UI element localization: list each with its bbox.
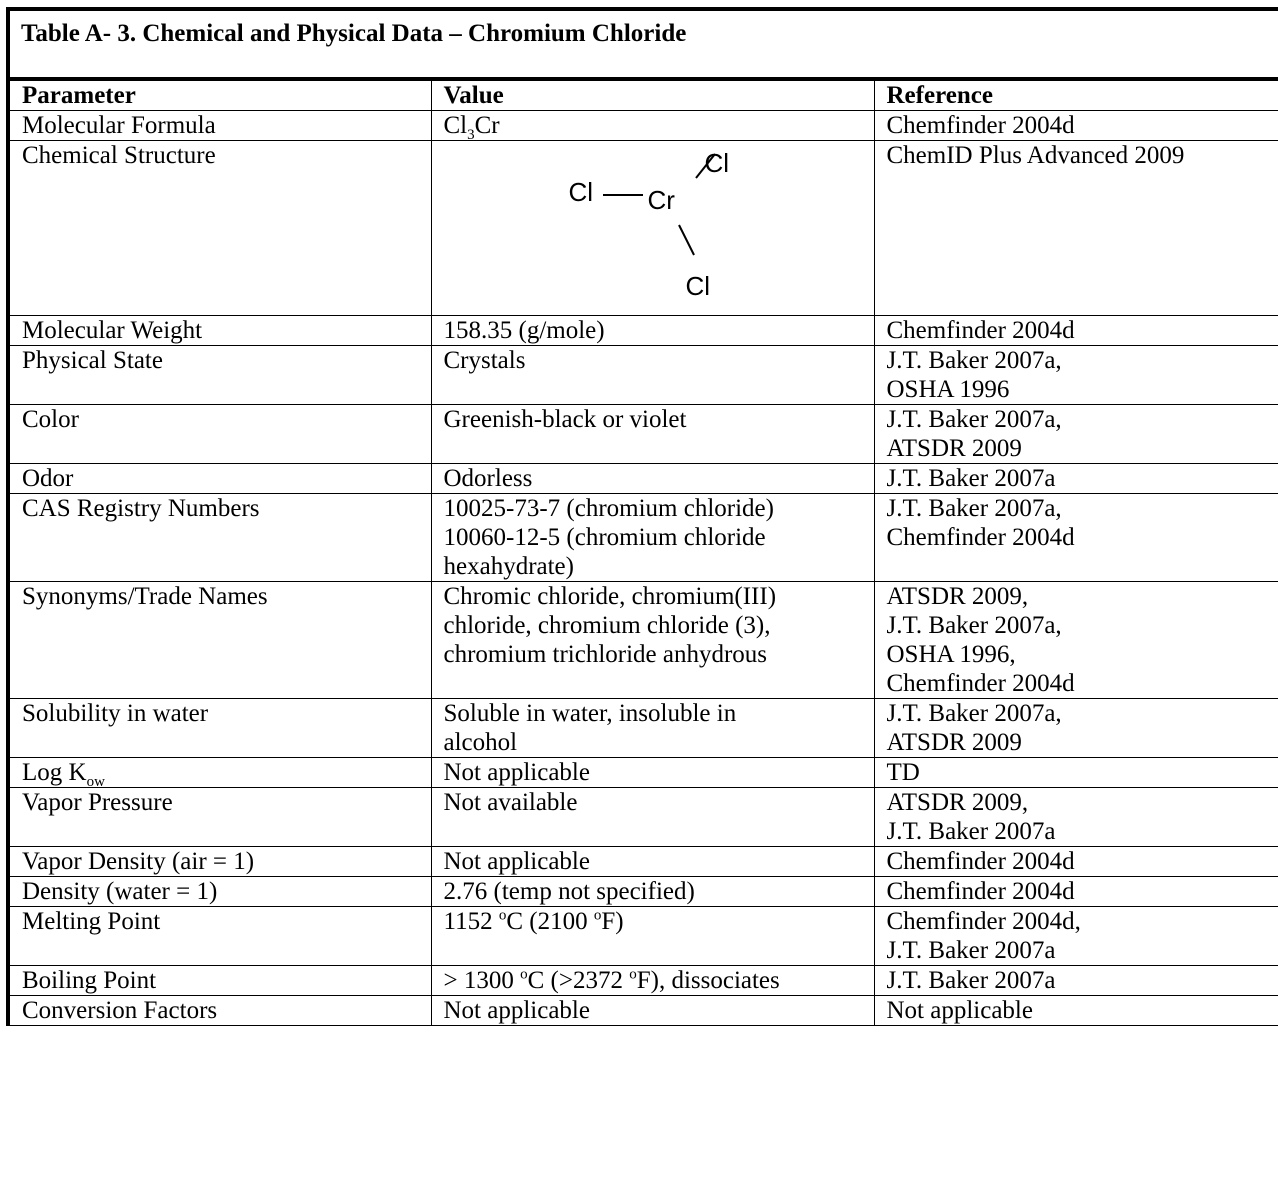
value-cell (431, 141, 874, 316)
parameter-cell: Molecular Formula (8, 111, 431, 141)
formula-text: Cl (443, 112, 468, 139)
degree-superscript: o (593, 907, 602, 924)
parameter-cell: Solubility in water (8, 699, 431, 758)
chemical-data-table (6, 77, 1278, 1026)
value-cell: Greenish-black or violet (431, 405, 874, 464)
table-row (8, 966, 1278, 996)
value-cell: Chromic chloride, chromium(III) chloride, chromium chloride (3), chromium trichloride anhydrous (431, 582, 874, 699)
value-cell (431, 111, 874, 141)
reference-cell: ChemID Plus Advanced 2009 (874, 141, 1278, 316)
value-cell: Not applicable (431, 847, 874, 877)
table-row (8, 699, 1278, 758)
atom-label: Cr (647, 185, 675, 215)
degree-superscript: o (498, 907, 507, 924)
reference-cell: J.T. Baker 2007a (874, 464, 1278, 494)
parameter-cell: Molecular Weight (8, 316, 431, 346)
table-row (8, 877, 1278, 907)
table-row (8, 494, 1278, 582)
structure-bonds (432, 141, 872, 315)
value-cell: > 1300 $^o$C (>2372 $^o$F), dissociates (431, 966, 874, 996)
reference-cell: J.T. Baker 2007a, ATSDR 2009 (874, 405, 1278, 464)
parameter-cell: Odor (8, 464, 431, 494)
header-reference: Reference (874, 79, 1278, 111)
parameter-cell: Synonyms/Trade Names (8, 582, 431, 699)
atom-label: Cl (568, 177, 594, 207)
reference-cell: Chemfinder 2004d (874, 111, 1278, 141)
table-title-box (6, 7, 1278, 77)
reference-cell: ATSDR 2009, J.T. Baker 2007a (874, 788, 1278, 847)
value-cell: 1152 $^o$C (2100 $^o$F) (431, 907, 874, 966)
table-row (8, 111, 1278, 141)
parameter-cell: Vapor Pressure (8, 788, 431, 847)
reference-cell: Chemfinder 2004d (874, 316, 1278, 346)
atom-label: Cl (704, 148, 730, 178)
parameter-text: Log K (22, 759, 87, 786)
value-cell: 2.76 (temp not specified) (431, 877, 874, 907)
value-cell: Crystals (431, 346, 874, 405)
parameter-cell (8, 758, 431, 788)
table-row (8, 758, 1278, 788)
degree-superscript: o (629, 966, 637, 983)
table-row (8, 907, 1278, 966)
reference-cell: Chemfinder 2004d (874, 877, 1278, 907)
reference-cell: Chemfinder 2004d, J.T. Baker 2007a (874, 907, 1278, 966)
table-row (8, 316, 1278, 346)
parameter-cell: CAS Registry Numbers (8, 494, 431, 582)
reference-cell: J.T. Baker 2007a (874, 966, 1278, 996)
degree-superscript: o (520, 966, 528, 983)
parameter-cell: Color (8, 405, 431, 464)
bond-line (679, 225, 694, 255)
header-value: Value (431, 79, 874, 111)
table-row (8, 582, 1278, 699)
table-row (8, 405, 1278, 464)
parameter-subscript: ow (86, 774, 105, 788)
table-row (8, 996, 1278, 1026)
parameter-cell: Melting Point (8, 907, 431, 966)
table-row (8, 346, 1278, 405)
formula-subscript: 3 (467, 127, 475, 141)
reference-cell: ATSDR 2009, J.T. Baker 2007a, OSHA 1996, Chemfinder 2004d (874, 582, 1278, 699)
table-row (8, 847, 1278, 877)
reference-cell: J.T. Baker 2007a, ATSDR 2009 (874, 699, 1278, 758)
formula-text: Cr (474, 112, 500, 139)
value-cell: Not applicable (431, 996, 874, 1026)
table-title: Table A- 3. Chemical and Physical Data – Chromium Chloride (21, 20, 687, 47)
table-row (8, 788, 1278, 847)
value-cell: 158.35 (g/mole) (431, 316, 874, 346)
parameter-cell: Density (water = 1) (8, 877, 431, 907)
value-cell: Soluble in water, insoluble in alcohol (431, 699, 874, 758)
value-cell: Not available (431, 788, 874, 847)
value-cell: Not applicable (431, 758, 874, 788)
table-header-row (8, 79, 1278, 111)
chemical-structure-diagram (432, 141, 874, 315)
reference-cell: Not applicable (874, 996, 1278, 1026)
atom-label: Cl (685, 271, 711, 301)
header-parameter: Parameter (8, 79, 431, 111)
parameter-cell: Vapor Density (air = 1) (8, 847, 431, 877)
reference-cell: Chemfinder 2004d (874, 847, 1278, 877)
reference-cell: J.T. Baker 2007a, Chemfinder 2004d (874, 494, 1278, 582)
parameter-cell: Physical State (8, 346, 431, 405)
reference-cell: TD (874, 758, 1278, 788)
value-cell: Odorless (431, 464, 874, 494)
value-cell: 10025-73-7 (chromium chloride) 10060-12-5 (chromium chloride hexahydrate) (431, 494, 874, 582)
parameter-cell: Boiling Point (8, 966, 431, 996)
parameter-cell: Conversion Factors (8, 996, 431, 1026)
reference-cell: J.T. Baker 2007a, OSHA 1996 (874, 346, 1278, 405)
document-table-container (6, 7, 1278, 1026)
parameter-cell: Chemical Structure (8, 141, 431, 316)
table-row (8, 141, 1278, 316)
table-row (8, 464, 1278, 494)
